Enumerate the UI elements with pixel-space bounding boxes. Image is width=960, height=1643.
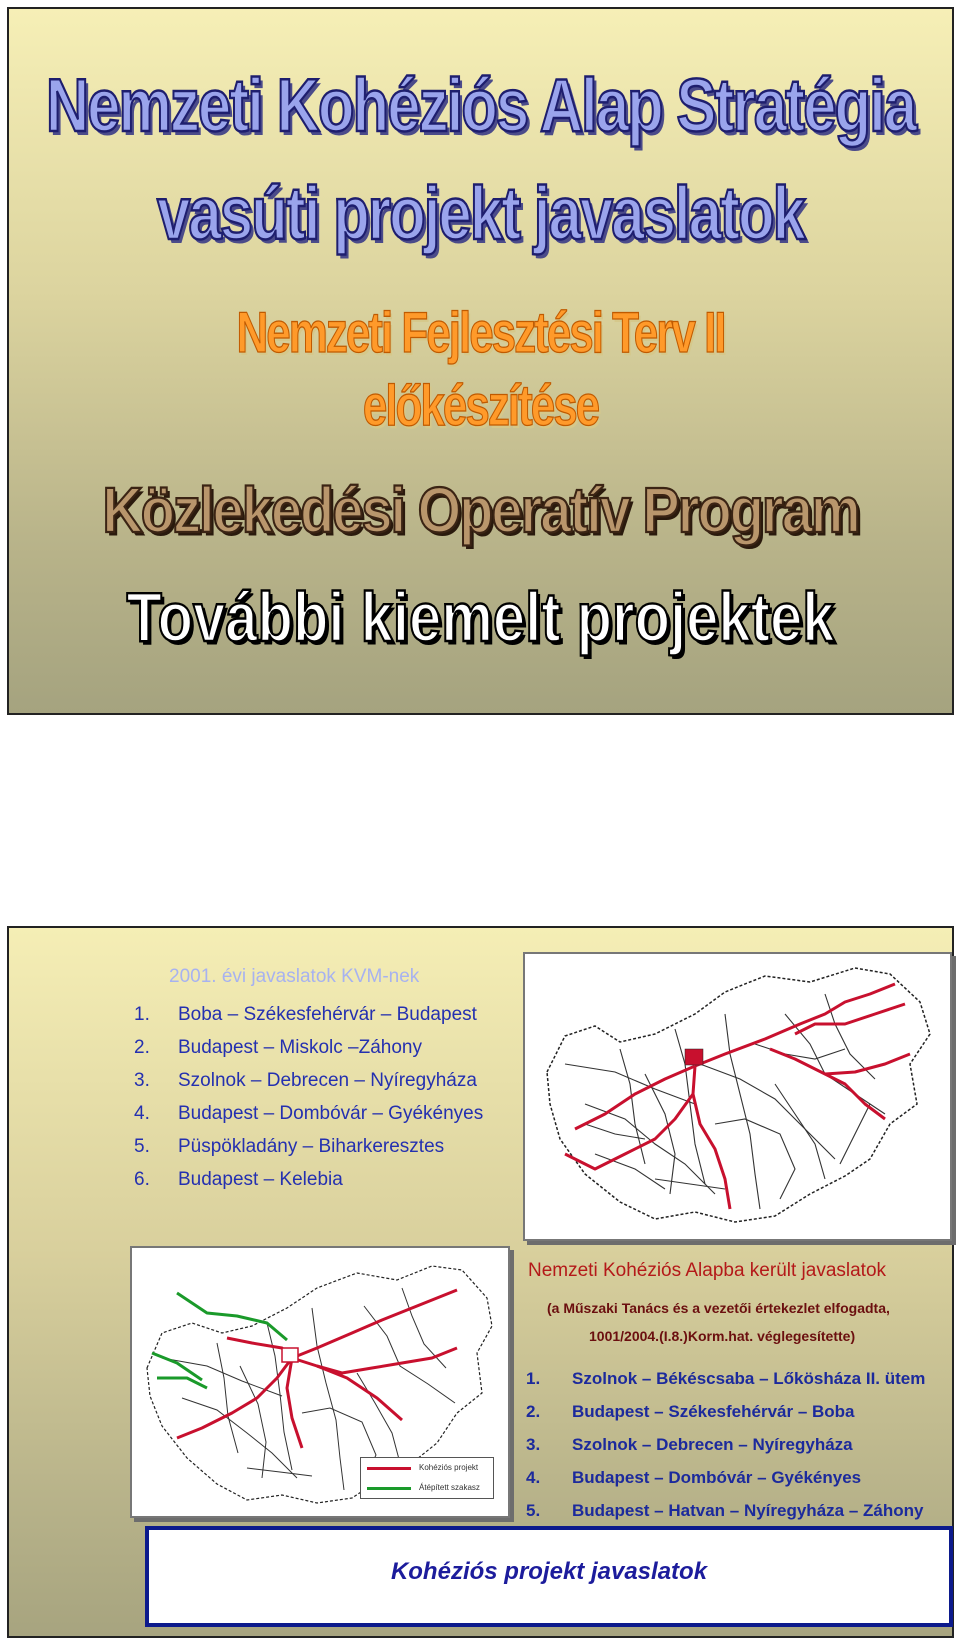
- slide-subtitle-line2: előkészítése: [362, 374, 599, 439]
- list-item: 4. Budapest – Dombóvár – Gyékényes: [526, 1468, 862, 1487]
- railway-map-cohesion: [130, 1246, 510, 1518]
- program-title: Közlekedési Operatív Program: [102, 473, 859, 546]
- list-item: 2. Budapest – Székesfehérvár – Boba: [526, 1402, 855, 1421]
- slide-title-line2: vasúti projekt javaslatok: [157, 171, 804, 256]
- list-item: 6. Budapest – Kelebia: [134, 1169, 343, 1190]
- railway-map-2001: [523, 952, 952, 1241]
- list-item: 3. Szolnok – Debrecen – Nyíregyháza: [526, 1435, 853, 1454]
- cohesion-heading: Nemzeti Kohéziós Alapba került javaslatok: [528, 1260, 887, 1281]
- cohesion-note-line1: (a Műszaki Tanács és a vezetői értekezlet elfogadta,: [547, 1300, 890, 1316]
- legend-rebuilt-label: Átépített szakasz: [419, 1483, 480, 1492]
- proposals-list: [134, 998, 483, 1196]
- cohesion-list: [526, 1362, 925, 1527]
- title-slide: [7, 7, 954, 715]
- list-item: 5. Püspökladány – Biharkeresztes: [134, 1136, 445, 1157]
- list-item: 5. Budapest – Hatvan – Nyíregyháza – Záhony: [526, 1501, 924, 1520]
- slide-subtitle-line1: Nemzeti Fejlesztési Terv II: [236, 301, 725, 366]
- slide-title-line1: Nemzeti Kohéziós Alap Stratégia: [45, 63, 916, 148]
- list-item: 1. Szolnok – Békéscsaba – Lőkösháza II. ütem: [526, 1369, 926, 1388]
- list-item: 4. Budapest – Dombóvár – Gyékényes: [134, 1103, 484, 1124]
- footer-banner: [145, 1526, 953, 1627]
- map-legend: [360, 1457, 494, 1499]
- proposals-title: 2001. évi javaslatok KVM-nek: [169, 966, 420, 987]
- cohesion-note-line2: 1001/2004.(I.8.)Korm.hat. véglegesítette): [589, 1328, 856, 1344]
- footer-text: Kohéziós projekt javaslatok: [390, 1558, 708, 1585]
- legend-cohesion-label: Kohéziós projekt: [419, 1463, 479, 1472]
- list-item: 3. Szolnok – Debrecen – Nyíregyháza: [134, 1070, 477, 1091]
- list-item: 1. Boba – Székesfehérvár – Budapest: [134, 1004, 477, 1025]
- list-item: 2. Budapest – Miskolc –Záhony: [134, 1037, 422, 1058]
- proposals-slide: [7, 926, 954, 1638]
- railway-map-graphic: [525, 954, 950, 1239]
- section-title: További kiemelt projektek: [126, 578, 835, 657]
